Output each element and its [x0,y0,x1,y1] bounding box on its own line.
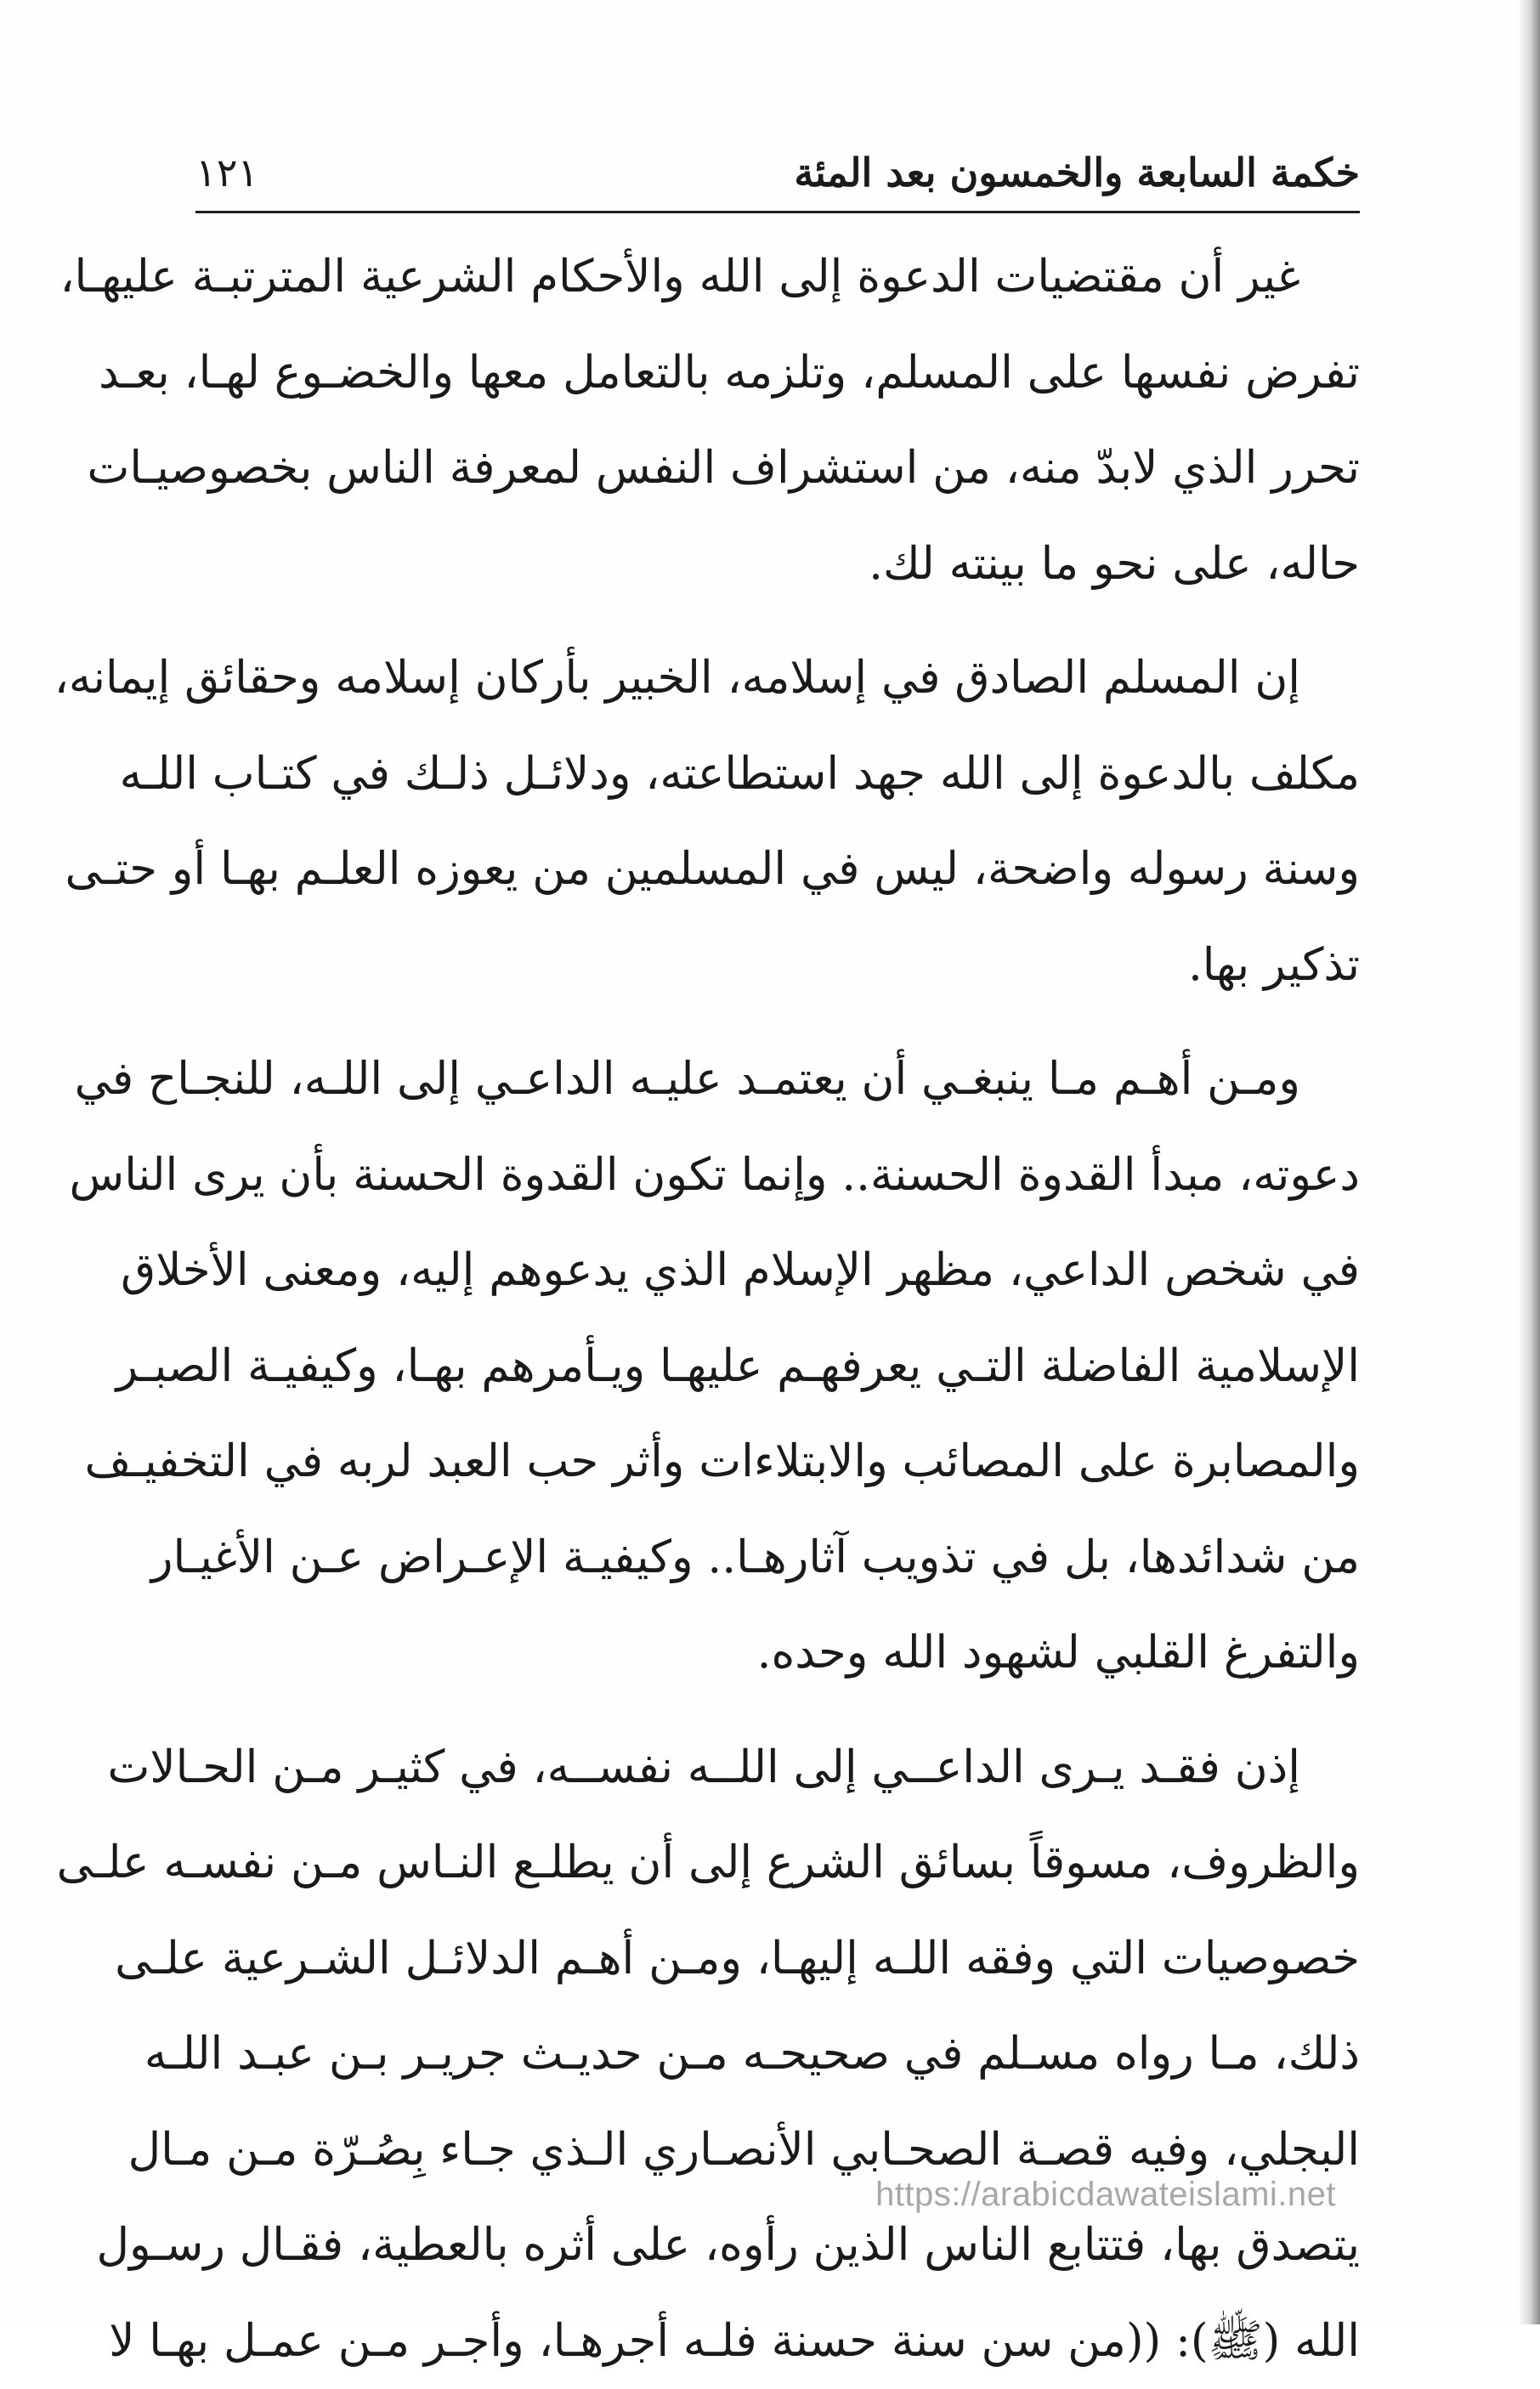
paragraph-4 [195,1720,1360,2389]
header-rule [195,211,1360,213]
watermark-url: https://arabicdawateislami.net [875,2176,1336,2214]
text-line: خصوصيات التي وفقه اللـه إليهـا، ومـن أهـم الدلائـل الشـرعية علـى [195,1911,1360,2007]
text-line: تحرر الذي لابدّ منه، من استشراف النفس لمعرفة الناس بخصوصيـات [195,421,1360,517]
text-line: غير أن مقتضيات الدعوة إلى الله والأحكام الشرعية المترتبـة عليهـا، [195,229,1360,326]
text-line: تذكير بها. [195,918,1360,1014]
text-line: إن المسلم الصادق في إسلامه، الخبير بأركان إسلامه وحقائق إيمانه، [195,631,1360,727]
paragraph-1 [195,229,1360,612]
text-line: مكلف بالدعوة إلى الله جهد استطاعته، ودلائـل ذلـك في كتـاب اللـه [195,727,1360,823]
text-line: الله (ﷺ): ((من سن سنة حسنة فلـه أجرهـا، وأجـر مـن عمـل بهـا لا [195,2294,1360,2389]
text-line: والظروف، مسوقاً بسائق الشرع إلى أن يطلـع النـاس مـن نفسـه علـى [195,1815,1360,1911]
text-line: ذلك، مـا رواه مسـلم في صحيحـه مـن حديـث جريـر بـن عبـد اللـه [195,2007,1360,2103]
text-line: وسنة رسوله واضحة، ليس في المسلمين من يعوزه العلـم بهـا أو حتـى [195,822,1360,918]
text-line: الإسلامية الفاضلة التـي يعرفهـم عليهـا ويـأمرهم بهـا، وكيفيـة الصبـر [195,1319,1360,1415]
header-title: خكمة السابعة والخمسون بعد المئة [794,143,1360,202]
text-line: البجلي، وفيه قصـة الصحـابي الأنصـاري الـذي جـاء بِصُـرّة مـن مـال [195,2103,1360,2199]
text-line: يتصدق بها، فتتابع الناس الذين رأوه، على أثره بالعطية، فقـال رسـول [195,2198,1360,2294]
text-line: والتفرغ القلبي لشهود الله وحده. [195,1605,1360,1701]
text-line: دعوته، مبدأ القدوة الحسنة.. وإنما تكون القدوة الحسنة بأن يرى الناس [195,1128,1360,1224]
text-line: والمصابرة على المصائب والابتلاءات وأثر حب العبد لربه في التخفيـف [195,1414,1360,1510]
page-edge-shadow [1518,0,1540,2324]
text-line: من شدائدها، بل في تذويب آثارهـا.. وكيفيـة الإعـراض عـن الأغيـار [195,1510,1360,1606]
body-text [195,229,1360,2389]
paragraph-3 [195,1032,1360,1701]
text-line: ومـن أهـم مـا ينبغـي أن يعتمـد عليـه الداعـي إلى اللـه، للنجـاح في [195,1032,1360,1128]
running-header [195,143,1360,202]
text-line: تفرض نفسها على المسلم، وتلزمه بالتعامل معها والخضـوع لهـا، بعـد [195,326,1360,422]
text-line: في شخص الداعي، مظهر الإسلام الذي يدعوهم إليه، ومعنى الأخلاق [195,1223,1360,1319]
paragraph-2 [195,631,1360,1013]
text-line: إذن فقـد يـرى الداعــي إلى اللــه نفســه، في كثيـر مـن الحـالات [195,1720,1360,1816]
text-line: حاله، على نحو ما بينته لك. [195,517,1360,613]
page-number: ١٢١ [195,143,258,202]
